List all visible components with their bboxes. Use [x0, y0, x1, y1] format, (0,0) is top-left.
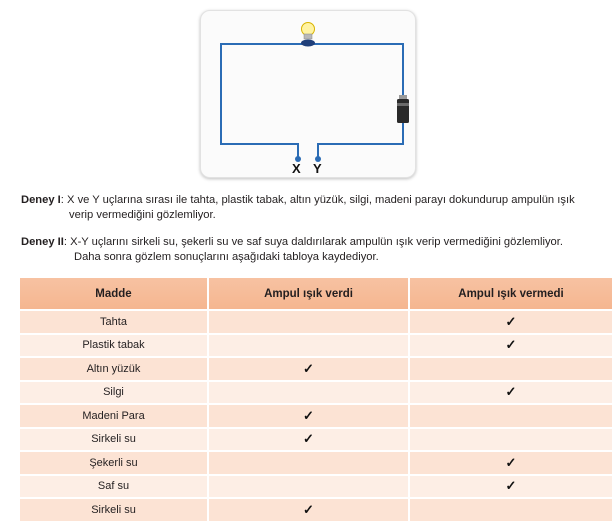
- cell-verdi: ✓: [208, 357, 409, 381]
- table-header-row: [20, 278, 612, 310]
- cell-madde: Plastik tabak: [20, 334, 208, 358]
- battery-icon: [397, 95, 409, 123]
- wire-right: [318, 123, 403, 157]
- cell-vermedi: ✓: [409, 451, 612, 475]
- circuit-diagram: [200, 10, 416, 178]
- terminal-y-label: Y: [313, 161, 322, 176]
- header-madde: Madde: [20, 278, 208, 310]
- cell-madde: Silgi: [20, 381, 208, 405]
- table-row: [20, 334, 612, 358]
- circuit-wires: [201, 11, 415, 177]
- experiment-2-line2: Daha sonra gözlem sonuçlarını aşağıdaki tabloya kaydediyor.: [74, 251, 379, 263]
- cell-vermedi: [409, 404, 612, 428]
- cell-vermedi: ✓: [409, 381, 612, 405]
- cell-vermedi: ✓: [409, 475, 612, 499]
- cell-verdi: ✓: [208, 404, 409, 428]
- cell-madde: Sirkeli su: [20, 498, 208, 522]
- cell-verdi: ✓: [208, 498, 409, 522]
- cell-verdi: [208, 334, 409, 358]
- results-table: [20, 278, 612, 523]
- cell-verdi: [208, 310, 409, 334]
- cell-verdi: [208, 381, 409, 405]
- experiment-1-label: Deney I: [21, 194, 61, 206]
- experiment-2-line1: : X-Y uçlarını sirkeli su, şekerli su ve saf suya daldırılarak ampulün ışık verip vermediğini gözlemliyor.: [63, 236, 563, 248]
- cell-madde: Şekerli su: [20, 451, 208, 475]
- cell-verdi: ✓: [208, 428, 409, 452]
- table-row: [20, 381, 612, 405]
- cell-madde: Tahta: [20, 310, 208, 334]
- cell-madde: Altın yüzük: [20, 357, 208, 381]
- header-ampul-isik-vermedi: Ampul ışık vermedi: [409, 278, 612, 310]
- table-row: [20, 475, 612, 499]
- experiment-2-text: [21, 235, 606, 265]
- cell-madde: Saf su: [20, 475, 208, 499]
- cell-verdi: [208, 475, 409, 499]
- table-row: [20, 428, 612, 452]
- experiment-1-line1: : X ve Y uçlarına sırası ile tahta, plastik tabak, altın yüzük, silgi, madeni parayı dokundurup ampulün ışık: [60, 194, 575, 206]
- terminal-x-label: X: [292, 161, 301, 176]
- header-ampul-isik-verdi: Ampul ışık verdi: [208, 278, 409, 310]
- table-row: [20, 498, 612, 522]
- cell-madde: Madeni Para: [20, 404, 208, 428]
- table-row: [20, 404, 612, 428]
- light-bulb-icon: [301, 23, 315, 47]
- cell-verdi: [208, 451, 409, 475]
- experiment-2-label: Deney II: [21, 236, 64, 248]
- wire-left: [221, 44, 403, 157]
- table-row: [20, 357, 612, 381]
- cell-vermedi: ✓: [409, 310, 612, 334]
- experiment-1-text: [21, 193, 606, 223]
- table-row: [20, 310, 612, 334]
- table-row: [20, 451, 612, 475]
- cell-vermedi: [409, 498, 612, 522]
- cell-vermedi: ✓: [409, 334, 612, 358]
- cell-madde: Sirkeli su: [20, 428, 208, 452]
- cell-vermedi: [409, 357, 612, 381]
- cell-vermedi: [409, 428, 612, 452]
- experiment-1-line2: verip vermediğini gözlemliyor.: [69, 209, 216, 221]
